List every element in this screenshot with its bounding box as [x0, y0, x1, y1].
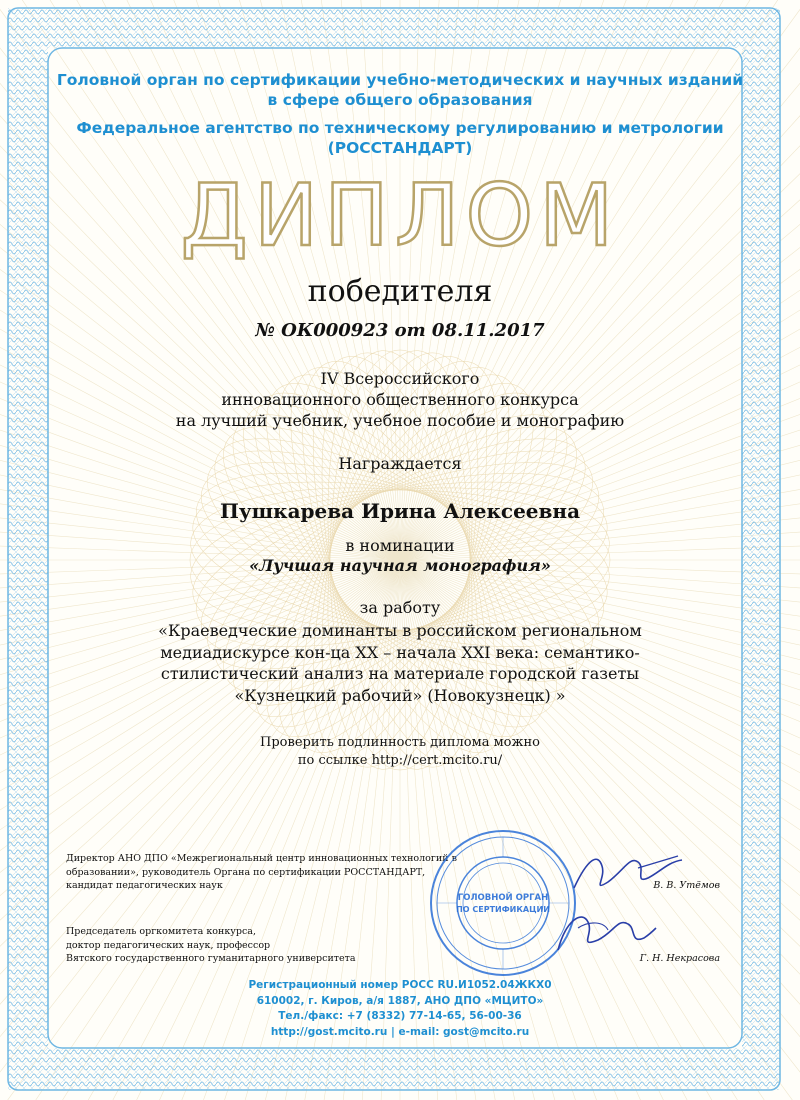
organization-heading	[0, 70, 800, 110]
seal-center-text-2: ПО СЕРТИФИКАЦИИ	[456, 905, 550, 914]
work-line-4: «Кузнецкий рабочий» (Новокузнецк) »	[234, 685, 566, 705]
director-line-3: кандидат педагогических наук	[66, 880, 223, 891]
diploma-number: № ОК000923 от 08.11.2017	[255, 320, 545, 341]
chair-line-1: Председатель оргкомитета конкурса,	[66, 926, 256, 937]
chair-signature-block	[66, 925, 356, 966]
contest-line-2: инновационного общественного конкурса	[221, 390, 579, 409]
verification-line-2: по ссылке http://cert.mcito.ru/	[297, 753, 503, 768]
work-line-1: «Краеведческие доминанты в российском региональном	[158, 621, 642, 640]
diploma-subtitle: победителя	[307, 274, 493, 309]
diploma-title: ДИПЛОМ	[180, 166, 620, 266]
registration-footer	[0, 978, 800, 1040]
agency-line-2: (РОССТАНДАРТ)	[327, 139, 473, 157]
agency-heading	[0, 118, 800, 158]
nomination-label: в номинации	[345, 536, 455, 555]
registration-number: Регистрационный номер РОСС RU.И1052.04ЖКХ0	[248, 979, 552, 991]
director-line-2: образовании», руководитель Органа по сертификации РОССТАНДАРТ,	[66, 866, 426, 878]
contact-links: http://gost.mcito.ru | e-mail: gost@mcito.ru	[270, 1025, 530, 1038]
contest-line-1: IV Всероссийского	[320, 369, 480, 388]
work-line-2: медиадискурсе кон-ца XX – начала XXI века: семантико-	[160, 642, 640, 662]
seal-center-text-1: ГОЛОВНОЙ ОРГАН	[457, 893, 549, 903]
chair-name: Г. Н. Некрасова	[639, 953, 720, 964]
nomination-title: «Лучшая научная монография»	[249, 556, 551, 575]
chair-signature-scribble	[548, 900, 658, 960]
organization-line-2: в сфере общего образования	[267, 91, 533, 109]
chair-line-3: Вятского государственного гуманитарного университета	[66, 953, 356, 964]
director-line-1: Директор АНО ДПО «Межрегиональный центр инновационных технологий в	[66, 853, 457, 864]
director-name: В. В. Утёмов	[653, 880, 720, 891]
director-signature-scribble	[568, 848, 688, 898]
verification-line-1: Проверить подлинность диплома можно	[260, 735, 540, 750]
agency-line-1: Федеральное агентство по техническому регулированию и метрологии	[76, 119, 724, 137]
postal-address: 610002, г. Киров, а/я 1887, АНО ДПО «МЦИТО»	[256, 994, 544, 1007]
contest-line-3: на лучший учебник, учебное пособие и монографию	[175, 411, 625, 430]
recipient-name: Пушкарева Ирина Алексеевна	[219, 499, 581, 523]
verification-note	[0, 734, 800, 770]
awarded-label: Награждается	[338, 454, 462, 473]
phone-fax: Тел./факс: +7 (8332) 77-14-65, 56-00-36	[278, 1010, 522, 1022]
work-title	[0, 620, 800, 706]
contest-name	[0, 368, 800, 431]
chair-line-2: доктор педагогических наук, профессор	[66, 939, 271, 951]
work-line-3: стилистический анализ на материале городской газеты	[160, 664, 640, 683]
work-label: за работу	[359, 598, 441, 617]
director-signature-block	[66, 852, 457, 893]
organization-line-1: Головной орган по сертификации учебно-методических и научных изданий	[56, 71, 744, 89]
